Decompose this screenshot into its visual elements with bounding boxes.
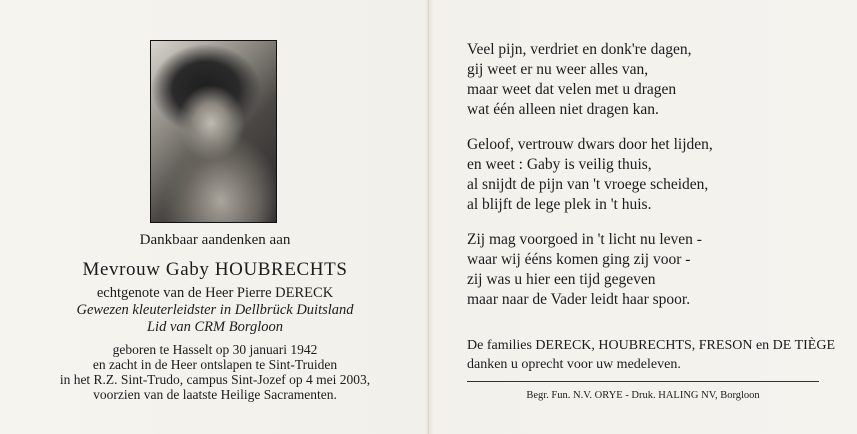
spouse-line: echtgenote van de Heer Pierre DERECK	[96, 285, 334, 301]
families-line-2: danken u oprecht voor uw medeleven.	[467, 357, 681, 372]
poem-line: waar wij ééns komen ging zij voor -	[467, 251, 691, 268]
divider-rule	[467, 381, 819, 382]
poem-line: Geloof, vertrouw dwars door het lijden,	[467, 136, 713, 153]
occupation-line: Gewezen kleuterleidster in Dellbrück Duitsland	[76, 302, 354, 318]
poem-stanza-1	[467, 40, 713, 120]
poem-line: zij was u hier een tijd gegeven	[467, 271, 656, 288]
poem-line: Zij mag voorgoed in 't licht nu leven -	[467, 231, 702, 248]
poem-line: maar naar de Vader leidt haar spoor.	[467, 291, 691, 308]
birth-line: geboren te Hasselt op 30 januari 1942	[112, 342, 318, 357]
families-line-1: De families DERECK, HOUBRECHTS, FRESON en DE TIÈGE	[467, 338, 835, 353]
poem-stanza-2	[467, 135, 713, 215]
right-panel	[467, 0, 837, 434]
printer-credit: Begr. Fun. N.V. ORYE - Druk. HALING NV, Borgloon	[526, 390, 760, 401]
poem	[467, 40, 713, 325]
thanks-heading: Dankbaar aandenken aan	[139, 232, 291, 248]
card-fold	[428, 0, 429, 434]
left-panel	[40, 0, 390, 434]
portrait-photo	[150, 40, 277, 223]
poem-line: en weet : Gaby is veilig thuis,	[467, 156, 652, 173]
death-line-2: in het R.Z. Sint-Trudo, campus Sint-Jozef op 4 mei 2003,	[59, 372, 371, 387]
sacraments-line: voorzien van de laatste Heilige Sacramenten.	[93, 387, 337, 402]
poem-line: al blijft de lege plek in 't huis.	[467, 196, 652, 213]
families-thanks	[467, 336, 835, 374]
poem-line: maar weet dat velen met u dragen	[467, 81, 677, 98]
membership-line: Lid van CRM Borgloon	[146, 319, 283, 335]
poem-line: gij weet er nu weer alles van,	[467, 61, 649, 78]
deceased-name: Mevrouw Gaby HOUBRECHTS	[82, 259, 348, 280]
poem-line: al snijdt de pijn van 't vroege scheiden,	[467, 176, 709, 193]
poem-line: wat één alleen niet dragen kan.	[467, 101, 659, 118]
poem-line: Veel pijn, verdriet en donk're dagen,	[467, 41, 692, 58]
poem-stanza-3	[467, 230, 713, 310]
death-line-1: en zacht in de Heer ontslapen te Sint-Truiden	[92, 357, 338, 372]
